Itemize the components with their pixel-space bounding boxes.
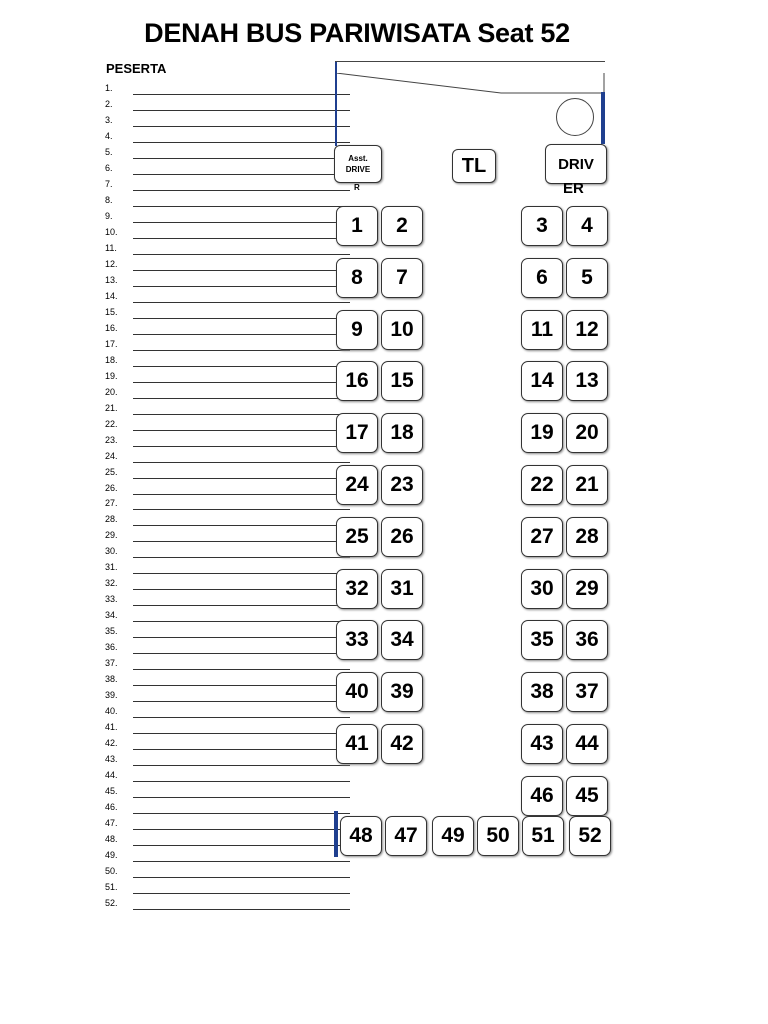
bus-front-bar [601, 92, 605, 144]
participant-row [105, 402, 350, 416]
participant-name-line[interactable] [133, 302, 350, 303]
seat[interactable]: 35 [521, 620, 563, 660]
seat[interactable]: 1 [336, 206, 378, 246]
seat[interactable]: 24 [336, 465, 378, 505]
participant-name-line[interactable] [133, 206, 350, 207]
participant-name-line[interactable] [133, 877, 350, 878]
participant-name-line[interactable] [133, 238, 350, 239]
participant-row [105, 657, 350, 671]
seat[interactable]: 9 [336, 310, 378, 350]
participant-name-line[interactable] [133, 494, 350, 495]
seat[interactable]: 38 [521, 672, 563, 712]
participant-name-line[interactable] [133, 589, 350, 590]
participant-row [105, 226, 350, 240]
assistant-driver-label-3: R [354, 183, 360, 192]
participant-number: 29. [105, 530, 118, 541]
seat[interactable]: 6 [521, 258, 563, 298]
participant-name-line[interactable] [133, 462, 350, 463]
seat[interactable]: 47 [385, 816, 427, 856]
seat[interactable]: 13 [566, 361, 608, 401]
participant-row [105, 482, 350, 496]
seat[interactable]: 37 [566, 672, 608, 712]
participant-number: 41. [105, 722, 118, 733]
participant-row [105, 609, 350, 623]
participant-row [105, 162, 350, 176]
participant-name-line[interactable] [133, 685, 350, 686]
assistant-driver-label-1: Asst. [348, 154, 368, 163]
bus-windshield-line [336, 73, 606, 95]
participant-number: 33. [105, 594, 118, 605]
participant-name-line[interactable] [133, 126, 350, 127]
participant-row [105, 625, 350, 639]
participant-row [105, 849, 350, 863]
participant-name-line[interactable] [133, 541, 350, 542]
participant-name-line[interactable] [133, 286, 350, 287]
participant-row [105, 130, 350, 144]
seat[interactable]: 39 [381, 672, 423, 712]
participant-row [105, 242, 350, 256]
participant-number: 16. [105, 322, 118, 333]
seat[interactable]: 31 [381, 569, 423, 609]
participant-number: 32. [105, 578, 118, 589]
participant-name-line[interactable] [133, 797, 350, 798]
page-title: DENAH BUS PARIWISATA Seat 52 [144, 18, 570, 48]
participant-name-line[interactable] [133, 813, 350, 814]
participant-name-line[interactable] [133, 717, 350, 718]
participant-number: 2. [105, 98, 113, 109]
participant-number: 15. [105, 306, 118, 317]
participant-row [105, 753, 350, 767]
participant-row [105, 370, 350, 384]
seat[interactable]: 18 [381, 413, 423, 453]
participant-row [105, 801, 350, 815]
assistant-driver-label-2: DRIVE [345, 165, 371, 174]
participant-number: 24. [105, 450, 118, 461]
participant-name-line[interactable] [133, 525, 350, 526]
seat[interactable]: 27 [521, 517, 563, 557]
participants-heading: PESERTA [106, 61, 167, 76]
participant-row [105, 194, 350, 208]
participant-name-line[interactable] [133, 366, 350, 367]
participant-number: 42. [105, 738, 118, 749]
seat[interactable]: 25 [336, 517, 378, 557]
seat[interactable]: 26 [381, 517, 423, 557]
seat[interactable]: 51 [522, 816, 564, 856]
participant-number: 21. [105, 402, 118, 413]
participant-row [105, 865, 350, 879]
participant-number: 23. [105, 434, 118, 445]
participant-name-line[interactable] [133, 573, 350, 574]
seat[interactable]: 52 [569, 816, 611, 856]
participant-number: 11. [105, 242, 117, 253]
seat[interactable]: 11 [521, 310, 563, 350]
driver-label-suffix: ER [563, 180, 584, 197]
participant-number: 36. [105, 642, 118, 653]
participant-number: 51. [105, 882, 118, 892]
participant-number: 46. [105, 802, 118, 813]
participant-name-line[interactable] [133, 637, 350, 638]
participant-number: 8. [105, 194, 113, 205]
participant-number: 7. [105, 178, 113, 189]
participant-number: 38. [105, 674, 118, 685]
participant-name-line[interactable] [133, 909, 350, 910]
participant-row [105, 322, 350, 336]
participant-number: 18. [105, 354, 118, 365]
participant-number: 14. [105, 290, 118, 301]
participant-row [105, 466, 350, 480]
participant-number: 43. [105, 754, 118, 765]
participant-number: 39. [105, 690, 118, 701]
participant-row [105, 450, 350, 464]
seat[interactable]: 23 [381, 465, 423, 505]
participant-name-line[interactable] [133, 142, 350, 143]
seat[interactable]: 44 [566, 724, 608, 764]
participant-row [105, 721, 350, 735]
participant-name-line[interactable] [133, 845, 350, 846]
seat[interactable]: 10 [381, 310, 423, 350]
seat[interactable]: 8 [336, 258, 378, 298]
participant-number: 6. [105, 162, 113, 173]
seat[interactable]: 34 [381, 620, 423, 660]
participant-name-line[interactable] [133, 350, 350, 351]
participant-row [105, 114, 350, 128]
participant-number: 37. [105, 658, 118, 669]
participant-row [105, 513, 350, 527]
participant-number: 45. [105, 786, 118, 797]
participant-number: 4. [105, 130, 113, 141]
participant-name-line[interactable] [133, 254, 350, 255]
steering-wheel-icon [556, 98, 594, 136]
participant-name-line[interactable] [133, 653, 350, 654]
seat[interactable]: 29 [566, 569, 608, 609]
participant-name-line[interactable] [133, 478, 350, 479]
participant-row [105, 689, 350, 703]
participant-number: 25. [105, 466, 118, 477]
participant-number: 1. [105, 83, 113, 93]
seat[interactable]: 12 [566, 310, 608, 350]
participant-number: 49. [105, 850, 118, 861]
participant-row [105, 577, 350, 591]
participant-name-line[interactable] [133, 222, 350, 223]
participant-name-line[interactable] [133, 749, 350, 750]
participant-name-line[interactable] [133, 94, 350, 95]
participant-name-line[interactable] [133, 829, 350, 830]
toilet-box: TL [452, 149, 496, 183]
seat[interactable]: 45 [566, 776, 608, 816]
bus-rear-bar [334, 811, 338, 857]
participant-number: 40. [105, 706, 118, 717]
seat[interactable]: 33 [336, 620, 378, 660]
participant-name-line[interactable] [133, 509, 350, 510]
seat[interactable]: 3 [521, 206, 563, 246]
participant-name-line[interactable] [133, 174, 350, 175]
participant-name-line[interactable] [133, 621, 350, 622]
participant-name-line[interactable] [133, 318, 350, 319]
participant-number: 44. [105, 770, 118, 781]
participant-row [105, 785, 350, 799]
driver-seat: DRIV [545, 144, 607, 184]
participant-name-line[interactable] [133, 765, 350, 766]
participant-row [105, 274, 350, 288]
seat[interactable]: 7 [381, 258, 423, 298]
participant-row [105, 434, 350, 448]
seat[interactable]: 49 [432, 816, 474, 856]
participant-name-line[interactable] [133, 382, 350, 383]
seat[interactable]: 50 [477, 816, 519, 856]
participant-row [105, 418, 350, 432]
participant-row [105, 98, 350, 112]
seat[interactable]: 19 [521, 413, 563, 453]
seat[interactable]: 5 [566, 258, 608, 298]
participant-name-line[interactable] [133, 781, 350, 782]
participant-name-line[interactable] [133, 158, 350, 159]
participant-row [105, 178, 350, 192]
participant-row [105, 354, 350, 368]
participant-name-line[interactable] [133, 430, 350, 431]
participant-row [105, 146, 350, 160]
seat[interactable]: 21 [566, 465, 608, 505]
participant-row [105, 641, 350, 655]
seat[interactable]: 20 [566, 413, 608, 453]
participant-name-line[interactable] [133, 669, 350, 670]
participant-number: 34. [105, 610, 118, 621]
seat[interactable]: 15 [381, 361, 423, 401]
seat[interactable]: 48 [340, 816, 382, 856]
participant-number: 9. [105, 210, 113, 221]
participant-row [105, 673, 350, 687]
seat[interactable]: 42 [381, 724, 423, 764]
participant-number: 27. [105, 498, 118, 509]
participant-number: 19. [105, 370, 118, 381]
participant-name-line[interactable] [133, 446, 350, 447]
participant-number: 22. [105, 418, 118, 429]
participant-name-line[interactable] [133, 190, 350, 191]
participant-number: 26. [105, 482, 118, 493]
participant-number: 12. [105, 258, 118, 269]
assistant-driver-seat [334, 145, 382, 183]
participant-row [105, 833, 350, 847]
seat[interactable]: 14 [521, 361, 563, 401]
participant-row [105, 897, 350, 911]
participant-row [105, 737, 350, 751]
participant-row [105, 386, 350, 400]
bus-roof-line [335, 61, 605, 63]
participant-row [105, 82, 350, 96]
participant-number: 28. [105, 514, 118, 525]
seat[interactable]: 40 [336, 672, 378, 712]
participant-number: 35. [105, 626, 118, 637]
participant-name-line[interactable] [133, 334, 350, 335]
participant-name-line[interactable] [133, 893, 350, 894]
participant-row [105, 769, 350, 783]
participant-name-line[interactable] [133, 270, 350, 271]
participant-row [105, 817, 350, 831]
participant-row [105, 290, 350, 304]
seat[interactable]: 22 [521, 465, 563, 505]
participant-number: 13. [105, 274, 118, 285]
participant-row [105, 593, 350, 607]
seat[interactable]: 16 [336, 361, 378, 401]
seat[interactable]: 36 [566, 620, 608, 660]
participant-number: 47. [105, 818, 118, 829]
participant-name-line[interactable] [133, 733, 350, 734]
participant-number: 31. [105, 562, 118, 573]
participant-number: 17. [105, 338, 118, 349]
participant-name-line[interactable] [133, 557, 350, 558]
seat[interactable]: 17 [336, 413, 378, 453]
seat[interactable]: 28 [566, 517, 608, 557]
participant-name-line[interactable] [133, 861, 350, 862]
seat[interactable]: 30 [521, 569, 563, 609]
participant-number: 48. [105, 834, 118, 845]
participant-number: 52. [105, 897, 118, 908]
participant-row [105, 545, 350, 559]
participant-name-line[interactable] [133, 605, 350, 606]
participant-row [105, 338, 350, 352]
participant-name-line[interactable] [133, 398, 350, 399]
participant-number: 50. [105, 866, 118, 877]
participant-number: 5. [105, 146, 113, 157]
participant-row [105, 529, 350, 543]
participant-number: 10. [105, 226, 118, 237]
seat[interactable]: 2 [381, 206, 423, 246]
participant-number: 3. [105, 114, 113, 125]
seat[interactable]: 43 [521, 724, 563, 764]
bus-door-bar [335, 62, 337, 146]
participant-row [105, 881, 350, 895]
participant-row [105, 705, 350, 719]
seat[interactable]: 46 [521, 776, 563, 816]
participant-number: 30. [105, 546, 118, 557]
participant-name-line[interactable] [133, 414, 350, 415]
participant-row [105, 258, 350, 272]
seat[interactable]: 41 [336, 724, 378, 764]
participant-row [105, 497, 350, 511]
participant-name-line[interactable] [133, 701, 350, 702]
participant-row [105, 561, 350, 575]
seat[interactable]: 4 [566, 206, 608, 246]
participant-row [105, 210, 350, 224]
participant-name-line[interactable] [133, 110, 350, 111]
seat[interactable]: 32 [336, 569, 378, 609]
participant-row [105, 306, 350, 320]
participant-number: 20. [105, 386, 118, 397]
